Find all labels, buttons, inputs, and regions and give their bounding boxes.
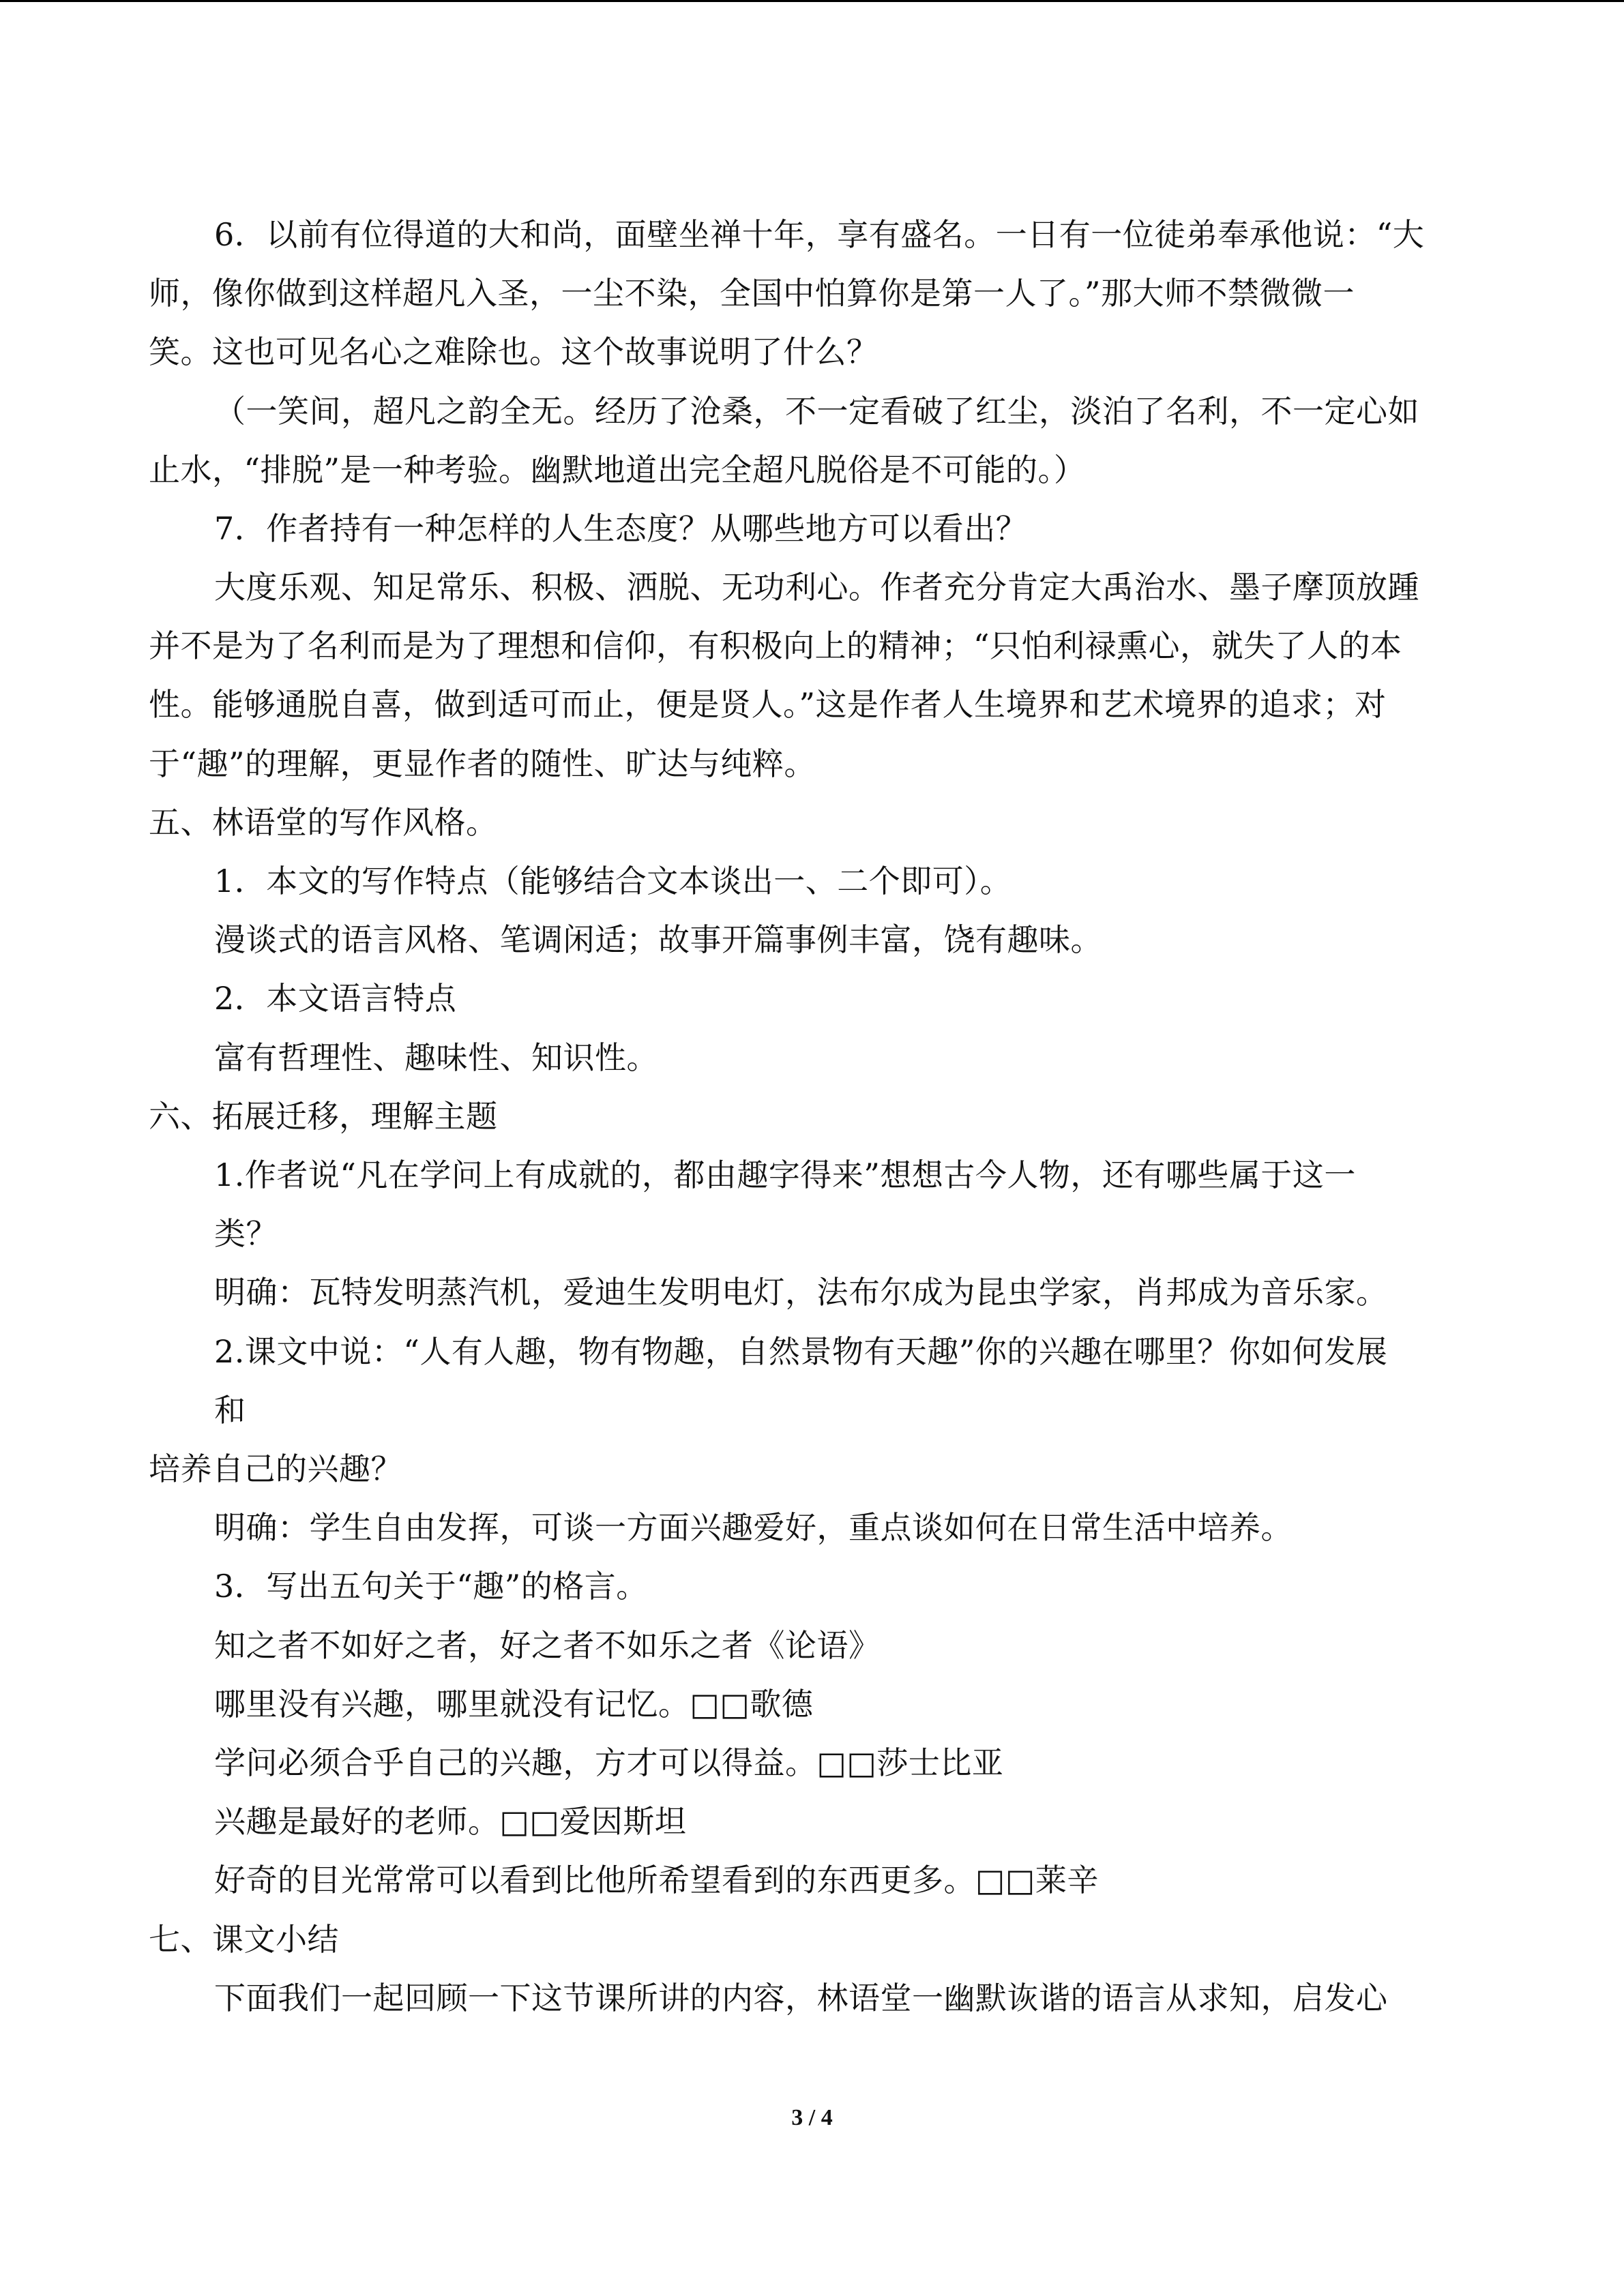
paragraph-line: 类？ xyxy=(214,1215,278,1252)
paragraph-line: 和 xyxy=(214,1392,246,1429)
paragraph-line: 2．本文语言特点 xyxy=(214,980,457,1017)
paragraph-line: 6．以前有位得道的大和尚，面壁坐禅十年，享有盛名。一日有一位徒弟奉承他说：“大 xyxy=(214,216,1425,253)
paragraph-line: 1.作者说“凡在学问上有成就的，都由趣字得来”想想古今人物，还有哪些属于这一 xyxy=(214,1157,1356,1193)
paragraph-line: 漫谈式的语言风格、笔调闲适；故事开篇事例丰富，饶有趣味。 xyxy=(214,921,1102,958)
paragraph-line: 笑。这也可见名心之难除也。这个故事说明了什么？ xyxy=(149,333,879,370)
quote-line: 兴趣是最好的老师。□□爱因斯坦 xyxy=(214,1803,687,1840)
paragraph-line: 明确：瓦特发明蒸汽机，爱迪生发明电灯，法布尔成为昆虫学家，肖邦成为音乐家。 xyxy=(214,1274,1388,1311)
quote-line: 好奇的目光常常可以看到比他所希望看到的东西更多。□□莱辛 xyxy=(214,1862,1099,1898)
paragraph-line: 师，像你做到这样超凡入圣，一尘不染，全国中怕算你是第一人了。”那大师不禁微微一 xyxy=(149,275,1355,312)
paragraph-line: 7．作者持有一种怎样的人生态度？从哪些地方可以看出？ xyxy=(214,510,1028,547)
paragraph-line: 富有哲理性、趣味性、知识性。 xyxy=(214,1039,658,1076)
paragraph-line: 3．写出五句关于“趣”的格言。 xyxy=(214,1568,648,1605)
quote-line: 哪里没有兴趣，哪里就没有记忆。□□歌德 xyxy=(214,1686,814,1723)
section-heading: 六、拓展迁移，理解主题 xyxy=(149,1098,498,1135)
paragraph-line: 止水，“排脱”是一种考验。幽默地道出完全超凡脱俗是不可能的。） xyxy=(149,451,1086,488)
paragraph-line: （一笑间，超凡之韵全无。经历了沧桑，不一定看破了红尘，淡泊了名利，不一定心如 xyxy=(214,393,1419,430)
section-heading: 七、课文小结 xyxy=(149,1921,339,1958)
paragraph-line: 培养自己的兴趣？ xyxy=(149,1450,402,1487)
page-number: 3 / 4 xyxy=(791,2105,833,2130)
section-heading: 五、林语堂的写作风格。 xyxy=(149,804,498,841)
quote-line: 学问必须合乎自己的兴趣，方才可以得益。□□莎士比亚 xyxy=(214,1744,1004,1781)
paragraph-line: 2.课文中说：“人有人趣，物有物趣，自然景物有天趣”你的兴趣在哪里？你如何发展 xyxy=(214,1333,1388,1370)
paragraph-line: 大度乐观、知足常乐、积极、洒脱、无功利心。作者充分肯定大禹治水、墨子摩顶放踵 xyxy=(214,569,1419,606)
paragraph-line: 1．本文的写作特点（能够结合文本谈出一、二个即可）。 xyxy=(214,863,1012,899)
paragraph-line: 明确：学生自由发挥，可谈一方面兴趣爱好，重点谈如何在日常生活中培养。 xyxy=(214,1509,1293,1546)
quote-line: 知之者不如好之者，好之者不如乐之者《论语》 xyxy=(214,1627,881,1664)
paragraph-line: 并不是为了名利而是为了理想和信仰，有积极向上的精神；“只怕利禄熏心，就失了人的本 xyxy=(149,627,1402,664)
paragraph-line: 性。能够通脱自喜，做到适可而止，便是贤人。”这是作者人生境界和艺术境界的追求；对 xyxy=(149,686,1387,723)
paragraph-line: 下面我们一起回顾一下这节课所讲的内容，林语堂一幽默诙谐的语言从求知，启发心 xyxy=(214,1980,1388,2016)
paragraph-line: 于“趣”的理解，更显作者的随性、旷达与纯粹。 xyxy=(149,745,816,782)
